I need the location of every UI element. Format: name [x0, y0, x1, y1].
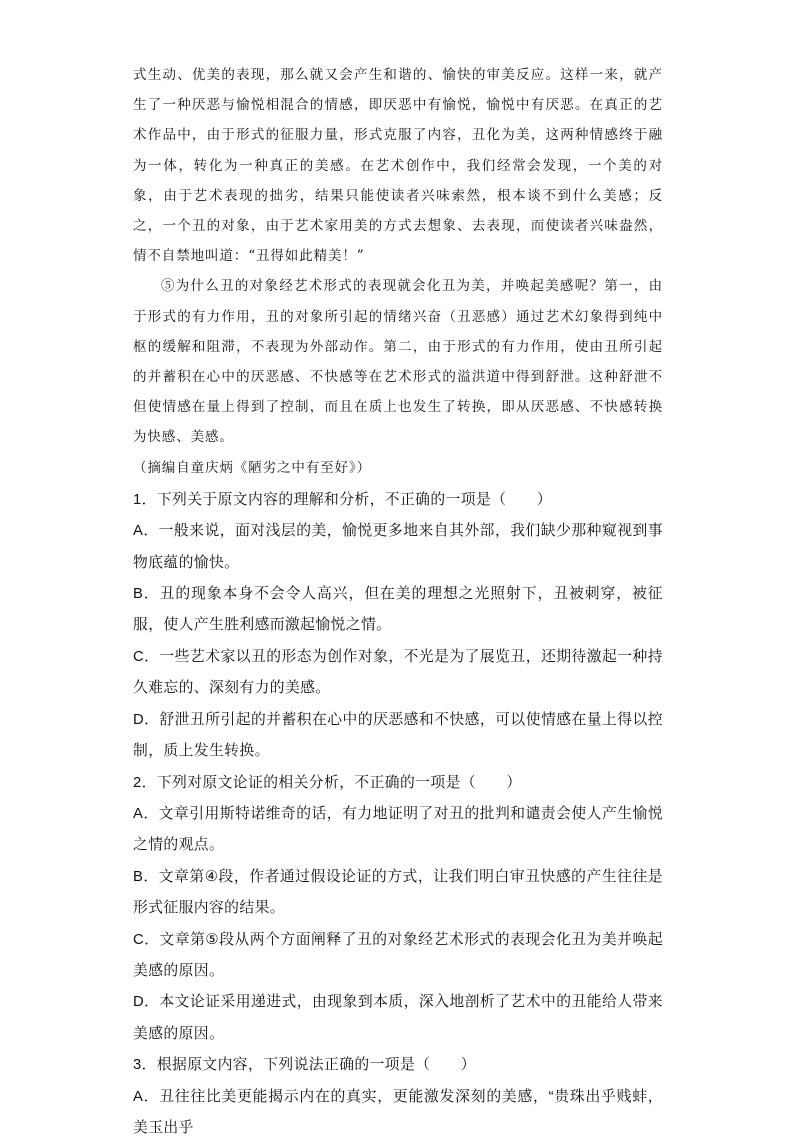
option-d: D．舒泄丑所引起的并蓄积在心中的厌恶感和不快感，可以使情感在量上得以控制，质上发生转换。 — [133, 711, 663, 760]
question-stem: 2．下列对原文论证的相关分析，不正确的一项是（ ） — [133, 774, 522, 791]
passage-source: （摘编自童庆炳《陋劣之中有至好》） — [133, 459, 372, 476]
option-b: B．丑的现象本身不会令人高兴，但在美的理想之光照射下，丑被刺穿，被征服，使人产生胜利感而激起愉悦之情。 — [133, 586, 663, 634]
question-stem: 1．下列关于原文内容的理解和分析，不正确的一项是（ ） — [133, 491, 552, 508]
option-c: C．文章第⑤段从两个方面阐释了丑的对象经艺术形式的表现会化丑为美并唤起美感的原因。 — [133, 931, 663, 979]
reading-passage — [133, 60, 663, 483]
passage-paragraph-5: ⑤为什么丑的对象经艺术形式的表现就会化丑为美，并唤起美感呢？第一，由于形式的有力作用，丑的对象所引起的情绪兴奋（丑恶感）通过艺术幻象得到纯中枢的缓解和阻滞，不表现为外部动作。第二，由于形式的有力作用，使由丑所引起的并蓄积在心中的厌恶感、不快感等在艺术形式的溢洪道中得到舒泄。这种舒泄不但使情感在量上得到了控制，而且在质上也发生了转换，即从厌恶感、不快感转换为快感、美感。 — [133, 278, 663, 446]
option-a: A．文章引用斯特诺维奇的话，有力地证明了对丑的批判和谴责会使人产生愉悦之情的观点。 — [133, 805, 663, 854]
option-c: C．一些艺术家以丑的形态为创作对象，不光是为了展览丑，还期待激起一种持久难忘的、深刻有力的美感。 — [133, 648, 663, 697]
question-list — [133, 485, 663, 1144]
option-d: D．本文论证采用递进式，由现象到本质，深入地剖析了艺术中的丑能给人带来美感的原因。 — [133, 994, 663, 1042]
page-content — [133, 60, 663, 1144]
question-stem: 3．根据原文内容，下列说法正确的一项是（ ） — [133, 1057, 476, 1074]
passage-paragraph-4-continued: 式生动、优美的表现，那么就又会产生和谐的、愉快的审美反应。这样一来，就产生了一种厌恶与愉悦相混合的情感，即厌恶中有愉悦，愉悦中有厌恶。在真正的艺术作品中，由于形式的征服力量，形式克服了内容，丑化为美，这两种情感终于融为一体，转化为一种真正的美感。在艺术创作中，我们经常会发现，一个美的对象，由于艺术表现的拙劣，结果只能使读者兴味索然，根本谈不到什么美感；反之，一个丑的对象，由于艺术家用美的方式去想象、去表现，而使读者兴味盎然，情不自禁地叫道：“丑得如此精美！” — [133, 67, 663, 265]
question-1 — [133, 485, 663, 768]
option-a: A．一般来说，面对浅层的美，愉悦更多地来自其外部，我们缺少那种窥视到事物底蕴的愉快。 — [133, 523, 663, 571]
option-a: A．丑往往比美更能揭示内在的真实，更能激发深刻的美感，“贵珠出乎贱蚌，美玉出乎 — [133, 1088, 663, 1136]
option-b: B．文章第④段，作者通过假设论证的方式，让我们明白审丑快感的产生往往是形式征服内容的结果。 — [133, 868, 663, 917]
question-3 — [133, 1050, 663, 1144]
question-2 — [133, 768, 663, 1051]
